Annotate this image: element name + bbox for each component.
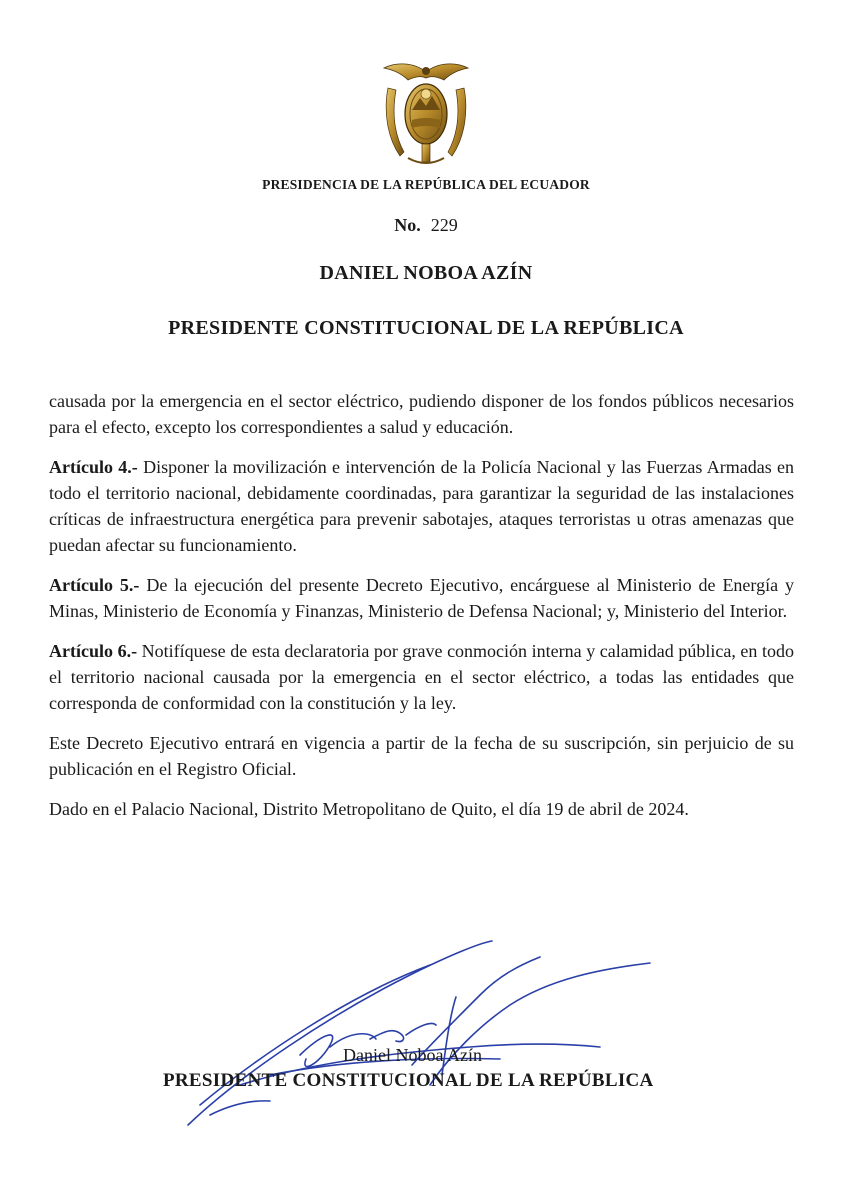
coat-of-arms-icon [378, 58, 474, 170]
article-5-heading: Artículo 5.- [49, 575, 140, 595]
dado-paragraph: Dado en el Palacio Nacional, Distrito Metropolitano de Quito, el día 19 de abril de 2024. [49, 799, 689, 819]
signature-icon [180, 935, 680, 1135]
article-6 [49, 638, 794, 716]
article-6-text: Notifíquese de esta declaratoria por grave conmoción interna y calamidad pública, en todo el territorio nacional causada por la emergencia en el sector eléctrico, a todas las entidades que corresponda de conformidad con la constitución y la ley. [49, 641, 794, 713]
article-5 [49, 572, 794, 624]
decree-number [0, 215, 852, 236]
president-name: DANIEL NOBOA AZÍN [319, 262, 533, 284]
article-4-text: Disponer la movilización e intervención de la Policía Nacional y las Fuerzas Armadas en todo el territorio nacional, debidamente coordinadas, para garantizar la seguridad de las instalaciones críticas de infraestructura energética para prevenir sabotajes, ataques terroristas u otras amenazas que puedan afectar su funcionamiento. [49, 457, 795, 555]
vigencia-paragraph: Este Decreto Ejecutivo entrará en vigencia a partir de la fecha de su suscripción, sin perjuicio de su publicación en el Registro Oficial. [49, 733, 794, 779]
decree-body [49, 388, 794, 836]
article-4-heading: Artículo 4.- [49, 457, 138, 477]
agency-heading: PRESIDENCIA DE LA REPÚBLICA DEL ECUADOR [262, 177, 590, 192]
decree-number-label: No. [394, 215, 421, 235]
president-title: PRESIDENTE CONSTITUCIONAL DE LA REPÚBLICA [168, 317, 684, 339]
intro-paragraph: causada por la emergencia en el sector eléctrico, pudiendo disponer de los fondos públicos necesarios para el efecto, excepto los correspondientes a salud y educación. [49, 391, 794, 437]
decree-number-value: 229 [430, 215, 458, 235]
article-5-text: De la ejecución del presente Decreto Ejecutivo, encárguese al Ministerio de Energía y Minas, Ministerio de Economía y Finanzas, Ministerio de Defensa Nacional; y, Ministerio del Interior. [49, 575, 795, 621]
article-6-heading: Artículo 6.- [49, 641, 138, 661]
signer-name: Daniel Noboa Azín [343, 1045, 482, 1065]
signer-title: PRESIDENTE CONSTITUCIONAL DE LA REPÚBLICA [163, 1070, 654, 1091]
article-4 [49, 454, 794, 558]
